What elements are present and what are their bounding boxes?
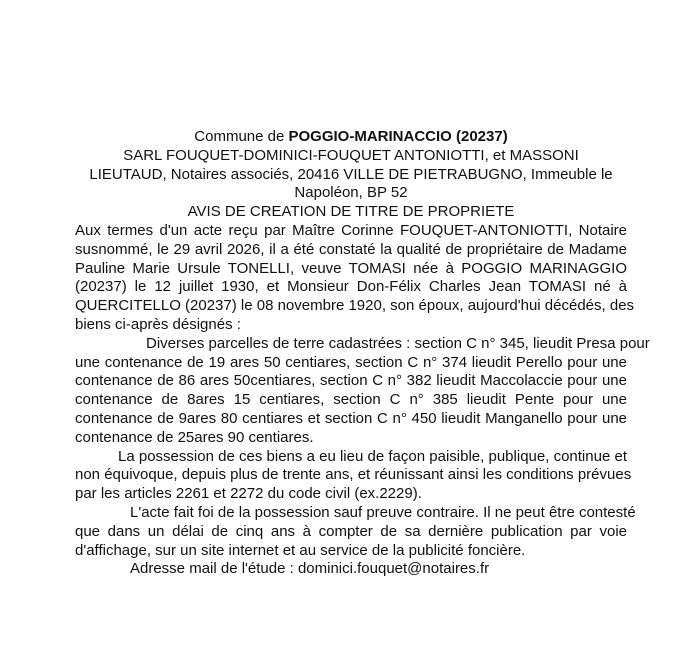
text-line: une contenance de 19 ares 50 centiares, section C n° 374 lieudit Perello pour une: [75, 353, 627, 371]
commune-name: POGGIO-MARINACCIO (20237): [288, 128, 508, 145]
text-line: Adresse mail de l'étude : dominici.fouquet@notaires.fr: [130, 560, 490, 578]
paragraph: [75, 447, 632, 504]
text-line: susnommé, le 29 avril 2026, il a été constaté la qualité de propriétaire de Madame: [75, 240, 627, 258]
text-line: QUERCITELLO (20237) le 08 novembre 1920, son époux, aujourd'hui décédés, des: [75, 297, 635, 315]
legal-notice: [75, 128, 650, 579]
paragraph: [75, 221, 635, 335]
text-line: par les articles 2261 et 2272 du code civil (ex.2229).: [75, 485, 422, 503]
text-line: biens ci-après désignés :: [75, 315, 241, 333]
text-line: (20237) le 12 juillet 1930, et Monsieur Don-Félix Charles Jean TOMASI né à: [75, 278, 627, 296]
paragraph: [75, 503, 636, 560]
notary-address-cont: Napoléon, BP 52: [294, 184, 408, 202]
notary-address: LIEUTAUD, Notaires associés, 20416 VILLE DE PIETRABUGNO, Immeuble le: [89, 165, 613, 183]
paragraph: [75, 334, 650, 448]
commune-heading: [75, 128, 627, 147]
text-line: que dans un délai de cinq ans à compter de sa dernière publication par voie: [75, 522, 627, 540]
text-line: Diverses parcelles de terre cadastrées : section C n° 345, lieudit Presa pour: [146, 334, 650, 352]
commune-prefix: Commune de: [194, 128, 289, 145]
text-line: d'affichage, sur un site internet et au service de la publicité foncière.: [75, 541, 526, 559]
text-line: contenance de 8ares 15 centiares, section C n° 385 lieudit Pente pour une: [75, 391, 627, 409]
text-line: La possession de ces biens a eu lieu de façon paisible, publique, continue et: [118, 447, 627, 465]
text-line: contenance de 25ares 90 centiares.: [75, 428, 314, 446]
text-line: contenance de 86 ares 50centiares, section C n° 382 lieudit Maccolaccie pour une: [75, 372, 627, 390]
notice-body: [75, 221, 650, 579]
notary-firm: SARL FOUQUET-DOMINICI-FOUQUET ANTONIOTTI, et MASSONI: [123, 146, 579, 164]
notice-title: AVIS DE CREATION DE TITRE DE PROPRIETE: [187, 203, 515, 221]
text-line: Pauline Marie Ursule TONELLI, veuve TOMASI née à POGGIO MARINAGGIO: [75, 259, 627, 277]
text-line: non équivoque, depuis plus de trente ans, et réunissant ainsi les conditions prévues: [75, 466, 632, 484]
text-line: Aux termes d'un acte reçu par Maître Corinne FOUQUET-ANTONIOTTI, Notaire: [75, 221, 627, 239]
text-line: L'acte fait foi de la possession sauf preuve contraire. Il ne peut être contesté: [130, 503, 636, 521]
text-line: contenance de 9ares 80 centiares et section C n° 450 lieudit Manganello pour une: [75, 409, 627, 427]
paragraph: [75, 560, 627, 579]
